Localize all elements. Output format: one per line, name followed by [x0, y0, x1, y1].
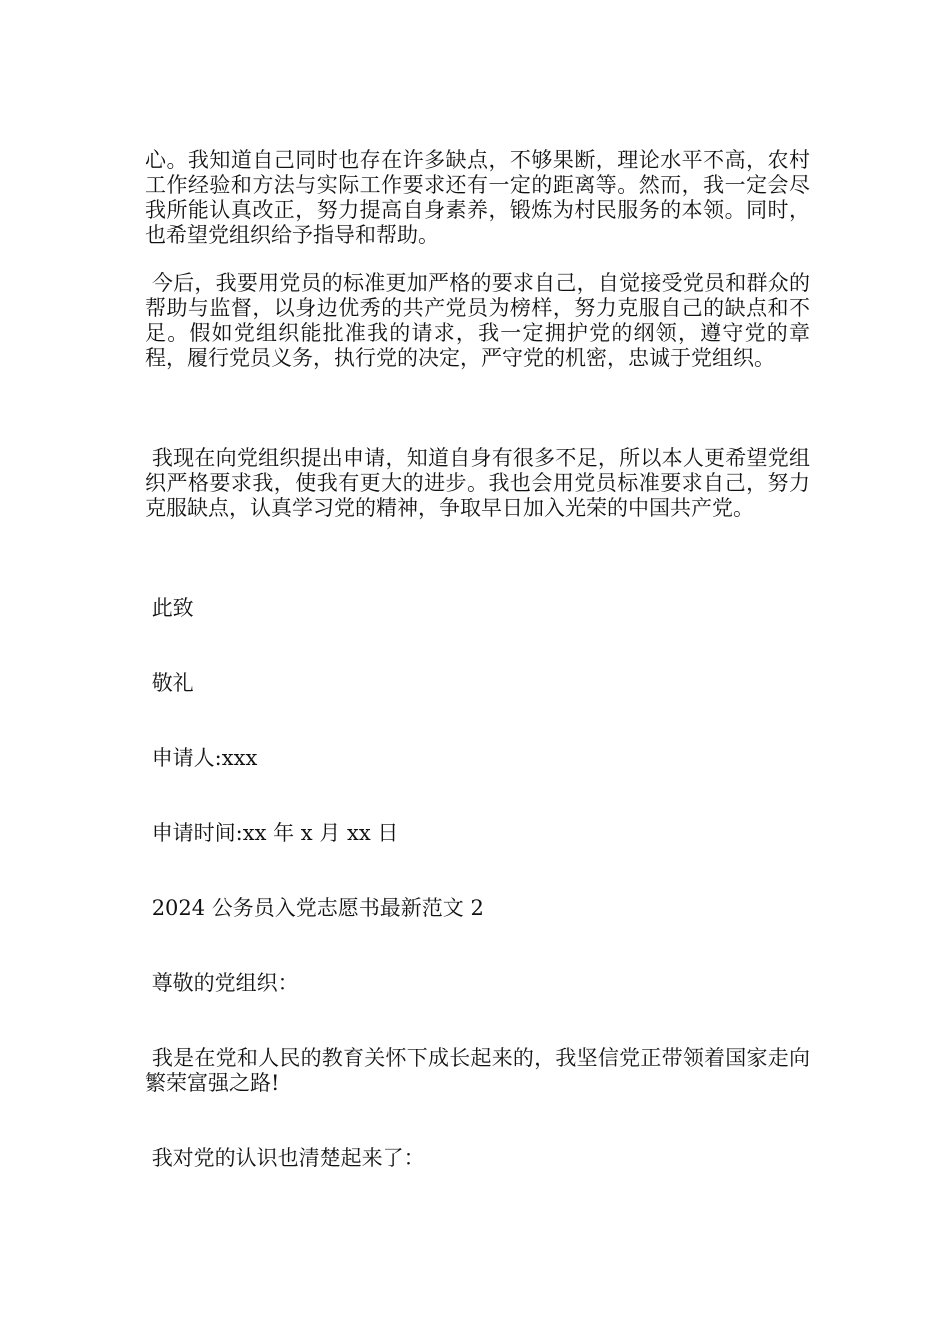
paragraph-future-commitment: 今后，我要用党员的标准更加严格的要求自己，自觉接受党员和群众的帮助与监督，以身边优秀的共产党员为榜样，努力克服自己的缺点和不足。假如党组织能批准我的请求，我一定拥护党的纲领，遵守党的章程，履行党员义务，执行党的决定，严守党的机密，忠诚于党组织。 [145, 271, 810, 370]
closing-regards: 敬礼 [145, 671, 194, 695]
paragraph-application-request: 我现在向党组织提出申请，知道自身有很多不足，所以本人更希望党组织严格要求我，使我有更大的进步。我也会用党员标准要求自己，努力克服缺点，认真学习党的精神，争取早日加入光荣的中国共产党。 [145, 446, 810, 520]
closing-salutation: 此致 [145, 596, 194, 620]
application-date: 申请时间:xx 年 x 月 xx 日 [145, 821, 399, 845]
paragraph-understanding: 我对党的认识也清楚起来了： [145, 1146, 425, 1170]
paragraph-shortcomings: 心。我知道自己同时也存在许多缺点，不够果断，理论水平不高，农村工作经验和方法与实际工作要求还有一定的距离等。然而，我一定会尽我所能认真改正，努力提高自身素养，锻炼为村民服务的本领。同时，也希望党组织给予指导和帮助。 [145, 148, 810, 247]
paragraph-growth: 我是在党和人民的教育关怀下成长起来的，我坚信党正带领着国家走向繁荣富强之路! [145, 1046, 810, 1095]
section-title: 2024 公务员入党志愿书最新范文 2 [145, 896, 484, 920]
greeting: 尊敬的党组织： [145, 971, 299, 995]
applicant-name: 申请人:xxx [145, 746, 258, 770]
